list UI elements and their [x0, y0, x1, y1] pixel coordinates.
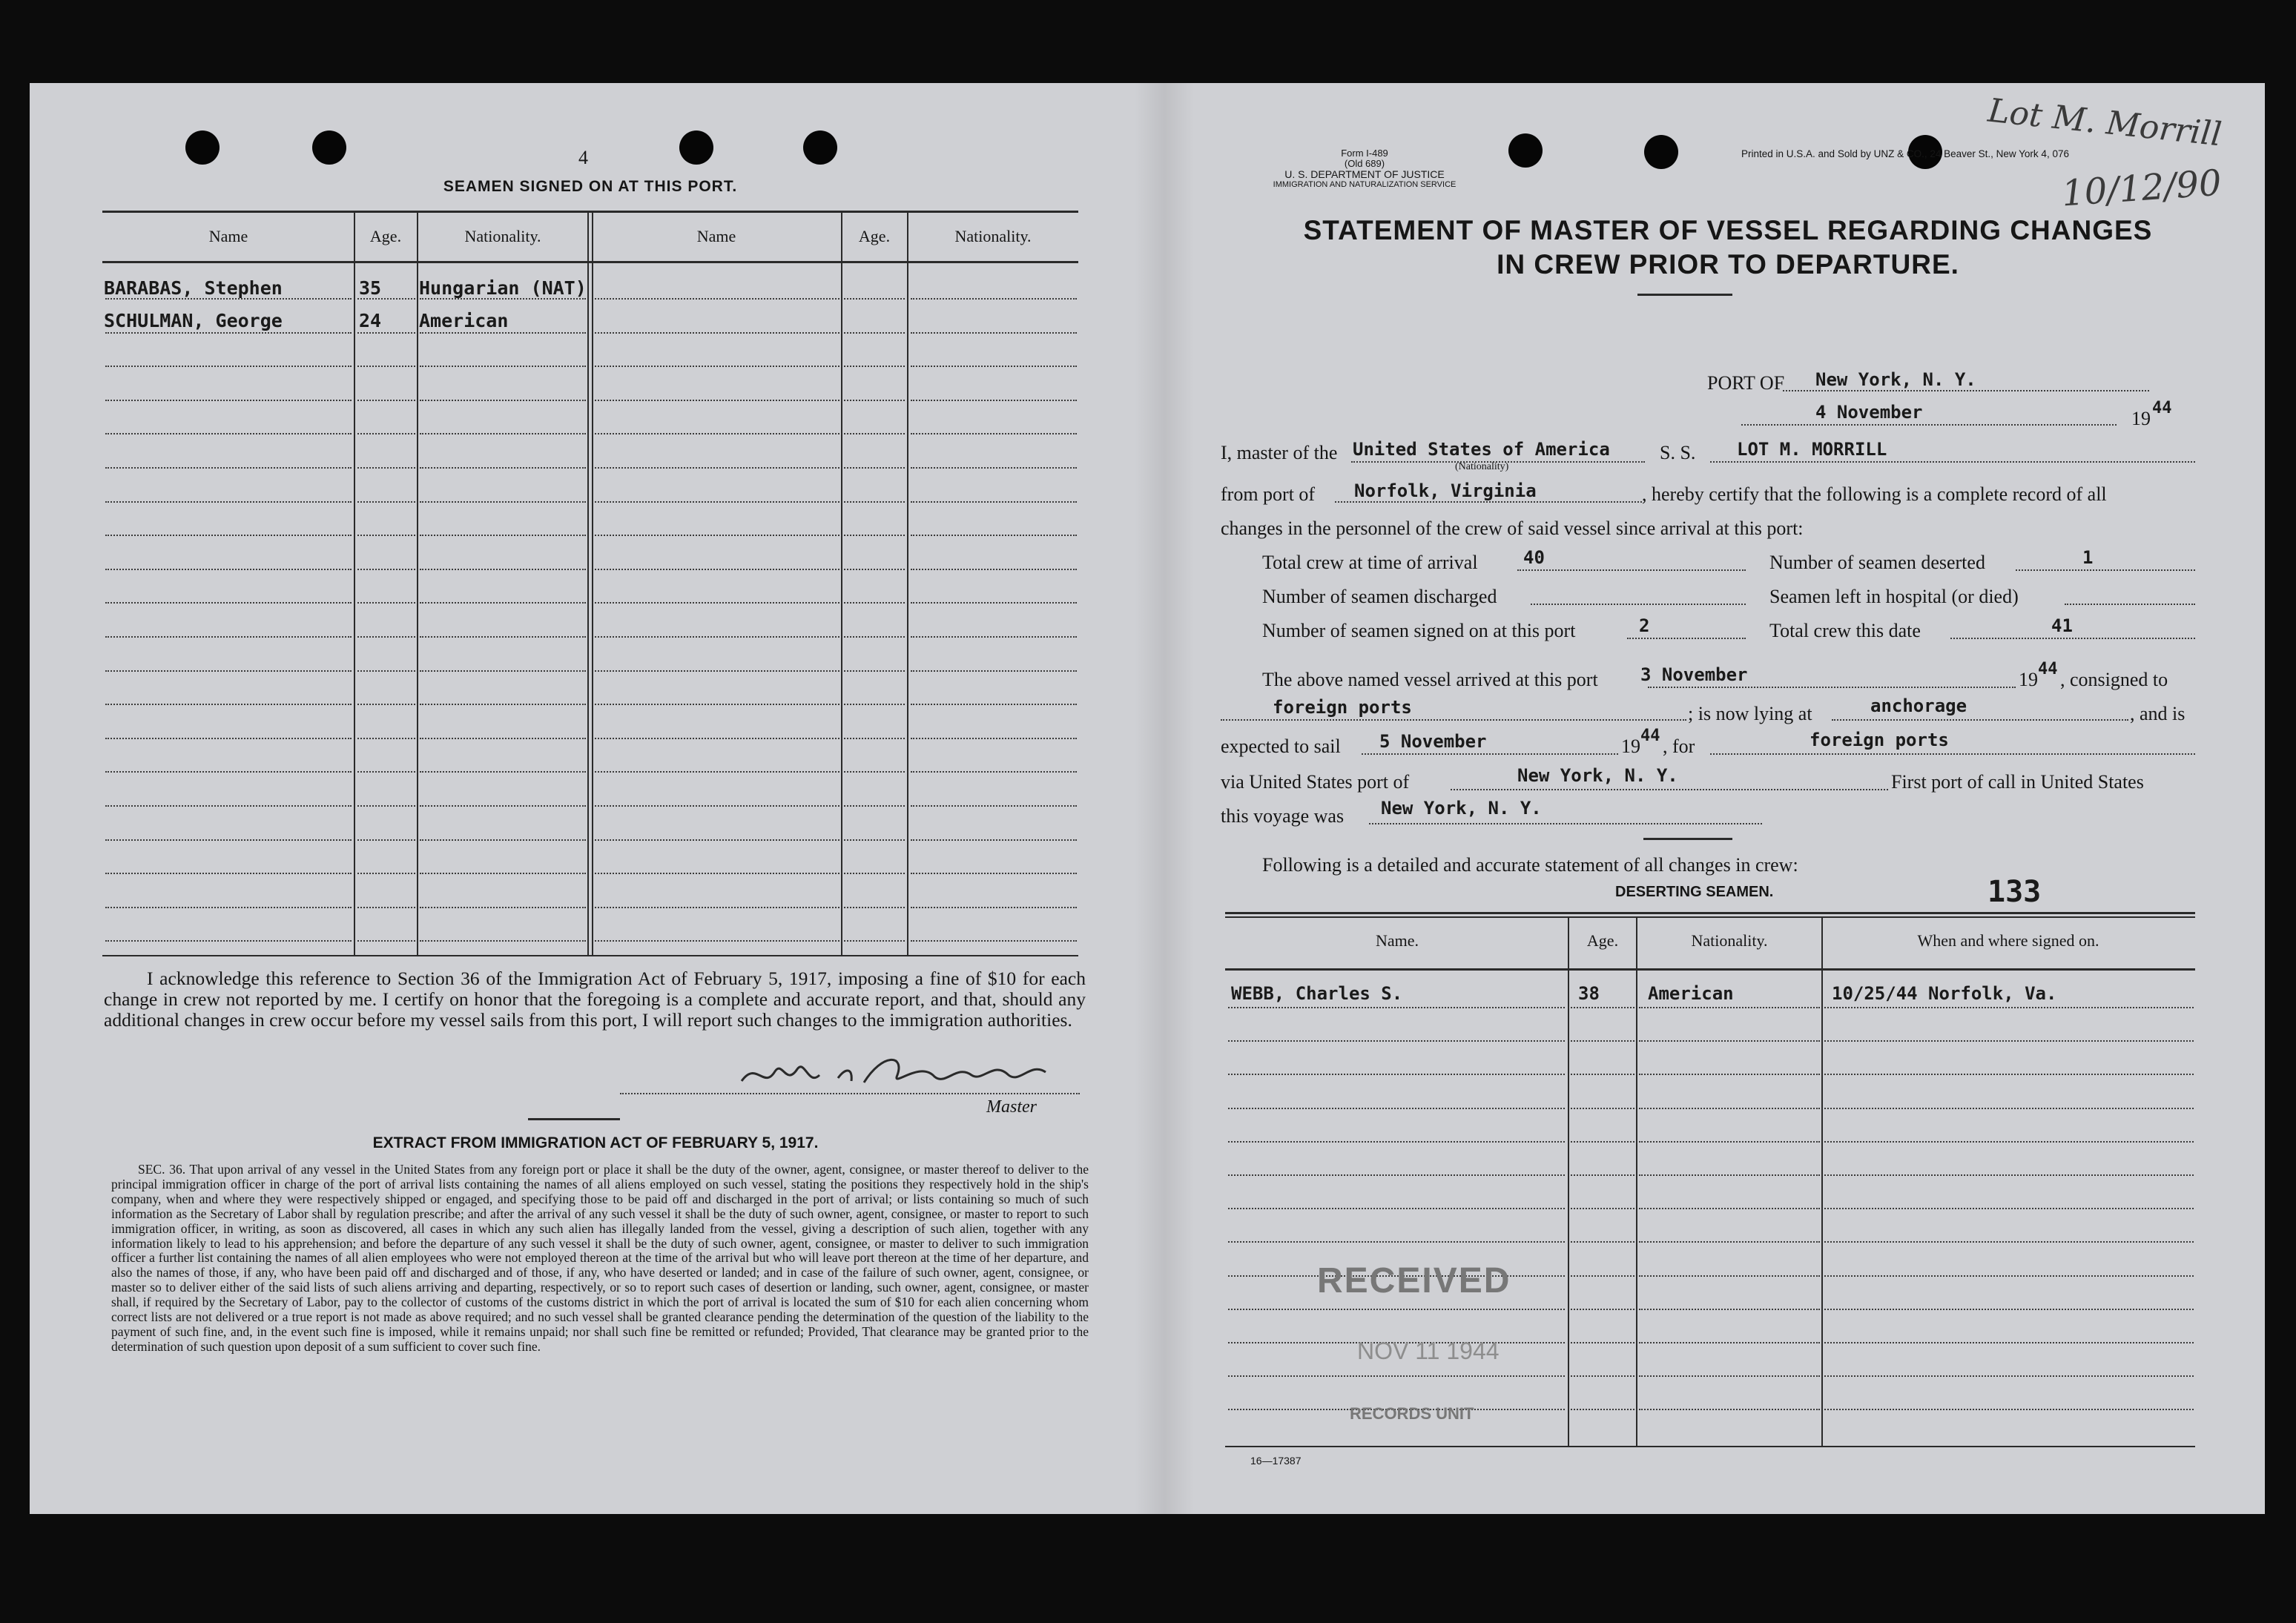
extract-text: SEC. 36. That upon arrival of any vessel in the United States from any foreign port or place it shall be the duty of the owner, agent, consignee, or master thereof to deliver to the principal immigration officer in charge of the port of arrival lists containing the names of all aliens employed on such vessel, stating the positions they respectively hold in the ship's company, when and where they were respectively shipped or engaged, and specifying those to be paid off and discharged in the port of arrival; or lists containing so much of such information as the Secretary of Labor shall by regulation prescribe; and after the arrival of any such vessel it shall be the duty of such owner, agent, consignee, or master to report to such immigration officer, in writing, as soon as discovered, all cases in which any such alien has illegally landed from the vessel, giving a description of such alien, together with any information likely to lead to his apprehension; and before the departure of any such vessel it shall be the duty of such owner, agent, consignee, or master to deliver to such immigration officer a further list containing the names of all alien employees who were not employed thereon at the time of the arrival but who will leave port thereon at the time of her departure, and also the names of those, if any, who have been paid off and discharged and of those, if any, who have deserted or landed; and in case of the failure of such owner, agent, consignee, or master so to deliver either of the said lists of such aliens arriving and departing, respectively, or so to report such cases of desertion or landing, such owner, agent, consignee, or master shall, if required by the Secretary of Labor, pay to the collector of customs of the customs district in which the port of arrival is located the sum of $10 for each alien concerning whom correct lists are not delivered or a true report is not made as above required; and no such vessel shall be granted clearance pending the determination of the question of the liability to the payment of such fine, and, in the event such fine is imposed, while it remains unpaid; nor shall such fine be remitted or refunded; Provided, That clearance may be granted prior to the determination of such question upon deposit of a sum sufficient to cover such fine. [111, 1162, 1089, 1354]
table-rule [1571, 1342, 1634, 1343]
table-rule [844, 805, 905, 807]
table-rule [420, 940, 586, 942]
table-rule [1639, 1275, 1820, 1277]
table-rule [105, 366, 352, 367]
table-rule [105, 433, 352, 434]
table-rule [1571, 1208, 1634, 1209]
table-rule [911, 366, 1077, 367]
table-rule [1824, 1342, 2194, 1343]
table-rule [420, 839, 586, 841]
col-header-age-2: Age. [858, 227, 891, 245]
table-rule [105, 940, 352, 942]
table-rule [357, 940, 415, 942]
table-rule [357, 467, 415, 469]
table-rule [595, 704, 839, 705]
table-row-age: 24 [359, 310, 382, 331]
table-rule [105, 805, 352, 807]
table-rule [911, 670, 1077, 672]
table-rule [844, 771, 905, 773]
table-rule [105, 400, 352, 401]
table-rule [1824, 1241, 2194, 1243]
table-rule [595, 501, 839, 503]
table-rule [420, 400, 586, 401]
table-rule [1228, 1309, 1565, 1310]
table-rule [595, 569, 839, 570]
table-rule [357, 569, 415, 570]
signed-on-label: Number of seamen signed on at this port [1262, 620, 1576, 641]
total-crew-date-value: 41 [2051, 615, 2073, 636]
expected-year-prefix: 19 [1621, 736, 1640, 757]
table-rule [420, 433, 586, 434]
received-stamp: RECEIVED [1317, 1261, 1511, 1300]
table-rule [1571, 1007, 1634, 1008]
table-rule [1824, 1275, 2194, 1277]
table-rule [844, 670, 905, 672]
for-label: , for [1663, 736, 1695, 757]
printer-line: Printed in U.S.A. and Sold by UNZ & CO., 24 Beaver St., New York 4, 076 [1741, 148, 2069, 159]
col-header-nationality: Nationality. [464, 227, 541, 245]
table-rule [595, 602, 839, 604]
vessel-value: LOT M. MORRILL [1737, 439, 1887, 460]
col-header-age: Age. [369, 227, 402, 245]
table-rule [357, 602, 415, 604]
table-rule [105, 602, 352, 604]
table-rule [595, 366, 839, 367]
table-row-name: SCHULMAN, George [104, 310, 283, 331]
table-row-nationality: American [1648, 983, 1734, 1004]
table-rule [844, 636, 905, 638]
table-rule [105, 501, 352, 503]
punch-hole [1644, 135, 1678, 169]
stamp-unit: RECORDS UNIT [1350, 1404, 1474, 1423]
lying-value: anchorage [1870, 695, 1967, 716]
table-rule [357, 332, 415, 334]
table-rule [1228, 1241, 1565, 1243]
and-is: , and is [2130, 703, 2186, 724]
table-rule [595, 771, 839, 773]
service: IMMIGRATION AND NATURALIZATION SERVICE [1273, 180, 1457, 189]
nationality-caption: (Nationality) [1455, 461, 1509, 472]
total-crew-arrival-label: Total crew at time of arrival [1262, 552, 1478, 573]
table-rule [844, 467, 905, 469]
table-rule [1824, 1007, 2194, 1008]
for-value: foreign ports [1810, 730, 1949, 750]
voyage-value: New York, N. Y. [1381, 798, 1542, 819]
table-row-name: BARABAS, Stephen [104, 277, 283, 299]
table-rule [1824, 1309, 2194, 1310]
table-rule [105, 738, 352, 739]
table-rule [105, 636, 352, 638]
table-rule [420, 738, 586, 739]
from-port-label: from port of [1221, 483, 1316, 505]
table-rule [911, 839, 1077, 841]
table-rule [357, 535, 415, 536]
via-value: New York, N. Y. [1517, 765, 1678, 786]
master-signature [734, 1045, 1060, 1097]
signature-line [620, 1093, 1080, 1094]
table-rule [844, 738, 905, 739]
table-rule [1228, 1174, 1565, 1176]
table-rule [595, 738, 839, 739]
col-header-nationality-2: Nationality. [954, 227, 1032, 245]
table-rule [1571, 1241, 1634, 1243]
table-row-signed-on: 10/25/44 Norfolk, Va. [1832, 983, 2057, 1004]
table-rule [105, 839, 352, 841]
master-label: Master [986, 1097, 1037, 1117]
table-rule [844, 704, 905, 705]
department: U. S. DEPARTMENT OF JUSTICE [1284, 168, 1445, 180]
table-rule [420, 602, 586, 604]
table-rule [1639, 1040, 1820, 1042]
table-rule [420, 569, 586, 570]
table-rule [1571, 1040, 1634, 1042]
table-rule [595, 873, 839, 874]
via-label: via United States port of [1221, 771, 1410, 793]
punch-hole [679, 130, 713, 165]
arrived-label: The above named vessel arrived at this port [1262, 669, 1598, 690]
table-rule [357, 805, 415, 807]
table-rule [420, 467, 586, 469]
table-rule [1639, 1241, 1820, 1243]
table-rule [420, 771, 586, 773]
table-row-nationality: Hungarian (NAT) [419, 277, 587, 299]
port-label: PORT OF [1707, 372, 1785, 394]
table-rule [844, 535, 905, 536]
table-rule [357, 771, 415, 773]
consigned-value: foreign ports [1273, 697, 1412, 718]
table-rule [420, 704, 586, 705]
discharged-label: Number of seamen discharged [1262, 586, 1497, 607]
table-rule [1824, 1040, 2194, 1042]
table-rule [1228, 1007, 1565, 1008]
table-rule [357, 670, 415, 672]
col-header-signed-on: When and where signed on. [1917, 931, 2099, 950]
from-port-value: Norfolk, Virginia [1354, 480, 1537, 501]
table-rule [595, 805, 839, 807]
year-prefix: 19 [2131, 408, 2151, 429]
title-line-1: STATEMENT OF MASTER OF VESSEL REGARDING CHANGES [1303, 215, 2153, 245]
table-rule [1639, 1141, 1820, 1143]
table-rule [911, 467, 1077, 469]
table-rule [595, 467, 839, 469]
first-port-label: First port of call in United States [1891, 771, 2144, 793]
stamp-date: NOV 11 1944 [1357, 1338, 1500, 1364]
sheet-number: 133 [1987, 875, 2042, 909]
table-rule [911, 907, 1077, 908]
signed-on-value: 2 [1639, 615, 1650, 636]
following-text: Following is a detailed and accurate statement of all changes in crew: [1262, 854, 1798, 876]
col-header-nationality: Nationality. [1691, 931, 1768, 950]
table-rule [1571, 1108, 1634, 1109]
table-rule [1639, 1409, 1820, 1410]
expected-value: 5 November [1379, 731, 1487, 752]
table-rule [105, 907, 352, 908]
table-rule [1824, 1174, 2194, 1176]
extract-title: EXTRACT FROM IMMIGRATION ACT OF FEBRUARY 5, 1917. [372, 1134, 819, 1151]
deserting-title: DESERTING SEAMEN. [1615, 884, 1774, 900]
table-rule [1571, 1141, 1634, 1143]
punch-hole [1508, 133, 1543, 168]
table-rule [420, 636, 586, 638]
table-rule [595, 535, 839, 536]
table-row-nationality: American [419, 310, 509, 331]
table-rule [1639, 1375, 1820, 1377]
port-value: New York, N. Y. [1815, 369, 1976, 390]
table-row-age: 35 [359, 277, 382, 299]
form-title [1209, 214, 2247, 282]
table-rule [1639, 1342, 1820, 1343]
table-rule [595, 298, 839, 300]
table-rule [357, 636, 415, 638]
table-rule [1571, 1174, 1634, 1176]
table-rule [1639, 1007, 1820, 1008]
table-rule [420, 907, 586, 908]
table-rule [911, 535, 1077, 536]
page-fold [1135, 83, 1194, 1514]
arrived-year-prefix: 19 [2019, 669, 2038, 690]
table-rule [595, 907, 839, 908]
table-rule [844, 400, 905, 401]
table-rule [357, 873, 415, 874]
form-number: Form I-489 [1341, 148, 1388, 159]
table-rule [1571, 1375, 1634, 1377]
section-title: SEAMEN SIGNED ON AT THIS PORT. [443, 178, 738, 195]
certify-text: , hereby certify that the following is a complete record of all [1642, 483, 2107, 505]
table-rule [105, 670, 352, 672]
table-rule [595, 670, 839, 672]
table-rule [844, 433, 905, 434]
table-rule [911, 940, 1077, 942]
table-rule [1824, 1409, 2194, 1410]
col-header-age: Age. [1586, 931, 1619, 950]
table-rule [911, 704, 1077, 705]
table-rule [595, 400, 839, 401]
divider [528, 1118, 620, 1120]
arrived-year: 44 [2038, 660, 2058, 678]
table-rule [1228, 1108, 1565, 1109]
table-rule [1824, 1108, 2194, 1109]
table-rule [844, 332, 905, 334]
table-rule [1571, 1074, 1634, 1075]
table-rule [911, 738, 1077, 739]
ss-label: S. S. [1660, 442, 1696, 463]
table-rule [1228, 1208, 1565, 1209]
table-rule [844, 839, 905, 841]
table-rule [1639, 1208, 1820, 1209]
table-rule [357, 839, 415, 841]
table-rule [1824, 1208, 2194, 1209]
table-rule [357, 501, 415, 503]
table-rule [105, 873, 352, 874]
title-line-2: IN CREW PRIOR TO DEPARTURE. [1497, 249, 1959, 280]
deserted-label: Number of seamen deserted [1769, 552, 1985, 573]
table-rule [357, 400, 415, 401]
lying-label: ; is now lying at [1688, 703, 1812, 724]
table-rule [911, 400, 1077, 401]
table-rule [105, 535, 352, 536]
master-of-label: I, master of the [1221, 442, 1338, 463]
table-rule [844, 569, 905, 570]
table-rule [1571, 1409, 1634, 1410]
table-rule [1639, 1108, 1820, 1109]
table-rule [911, 636, 1077, 638]
table-rule [357, 704, 415, 705]
table-rule [844, 907, 905, 908]
table-rule [1639, 1309, 1820, 1310]
table-rule [911, 873, 1077, 874]
changes-text: changes in the personnel of the crew of said vessel since arrival at this port: [1221, 518, 1804, 539]
table-rule [1639, 1174, 1820, 1176]
table-rule [420, 332, 586, 334]
punch-hole [185, 130, 220, 165]
acknowledgement-text: I acknowledge this reference to Section 36 of the Immigration Act of February 5, 1917, imposing a fine of $10 for each change in crew not reported by me. I certify on honor that the foregoing is a complete and accurate report, and that, should any additional changes in crew occur before my vessel sails from this port, I will report such changes to the immigration authorities. [104, 968, 1086, 1031]
table-rule [844, 298, 905, 300]
arrived-value: 3 November [1640, 664, 1748, 685]
table-rule [420, 670, 586, 672]
page-number: 4 [578, 147, 588, 168]
deserted-value: 1 [2082, 547, 2094, 568]
table-rule [1228, 1141, 1565, 1143]
table-rule [1824, 1074, 2194, 1075]
table-rule [105, 569, 352, 570]
nationality-value: United States of America [1353, 439, 1610, 460]
table-rule [595, 940, 839, 942]
col-header-name-2: Name [696, 227, 736, 245]
table-rule [1639, 1074, 1820, 1075]
table-rule [420, 805, 586, 807]
table-rule [911, 771, 1077, 773]
table-rule [1571, 1309, 1634, 1310]
table-rule [844, 873, 905, 874]
form-old: (Old 689) [1344, 158, 1385, 169]
table-rule [1824, 1375, 2194, 1377]
table-rule [1571, 1275, 1634, 1277]
form-header [1216, 148, 1513, 190]
table-rule [911, 501, 1077, 503]
footer-code: 16—17387 [1250, 1455, 1302, 1467]
table-rule [595, 433, 839, 434]
total-crew-arrival-value: 40 [1523, 547, 1545, 568]
table-rule [1824, 1141, 2194, 1143]
table-rule [105, 771, 352, 773]
table-rule [105, 332, 352, 334]
table-rule [911, 332, 1077, 334]
expected-year: 44 [1640, 727, 1660, 745]
expected-label: expected to sail [1221, 736, 1341, 757]
table-rule [1228, 1040, 1565, 1042]
table-rule [420, 873, 586, 874]
table-rule [844, 602, 905, 604]
table-rule [105, 467, 352, 469]
hospital-label: Seamen left in hospital (or died) [1769, 586, 2019, 607]
total-crew-date-label: Total crew this date [1769, 620, 1921, 641]
table-rule [911, 602, 1077, 604]
table-row-name: WEBB, Charles S. [1231, 983, 1403, 1004]
handwritten-name: Lot M. Morrill [1986, 91, 2224, 154]
table-rule [844, 940, 905, 942]
table-rule [595, 636, 839, 638]
table-rule [357, 907, 415, 908]
handwritten-date: 10/12/90 [2060, 162, 2223, 215]
table-rule [420, 501, 586, 503]
table-rule [911, 433, 1077, 434]
table-rule [911, 805, 1077, 807]
punch-hole [312, 130, 346, 165]
table-rule [420, 535, 586, 536]
table-rule [357, 738, 415, 739]
col-header-name: Name [208, 227, 248, 245]
table-rule [844, 366, 905, 367]
col-header-name: Name. [1375, 931, 1419, 950]
table-rule [911, 569, 1077, 570]
table-rule [1228, 1074, 1565, 1075]
punch-hole [803, 130, 837, 165]
table-rule [357, 366, 415, 367]
date-value: 4 November [1815, 402, 1923, 423]
table-row-age: 38 [1578, 983, 1600, 1004]
table-rule [844, 501, 905, 503]
title-divider [1637, 294, 1732, 296]
table-rule [357, 433, 415, 434]
table-rule [911, 298, 1077, 300]
voyage-label: this voyage was [1221, 805, 1345, 827]
divider [1643, 838, 1732, 840]
table-rule [595, 332, 839, 334]
table-rule [1228, 1375, 1565, 1377]
year-value: 44 [2152, 399, 2172, 417]
table-rule [595, 839, 839, 841]
table-rule [105, 704, 352, 705]
table-rule [420, 366, 586, 367]
consigned-label: , consigned to [2060, 669, 2168, 690]
